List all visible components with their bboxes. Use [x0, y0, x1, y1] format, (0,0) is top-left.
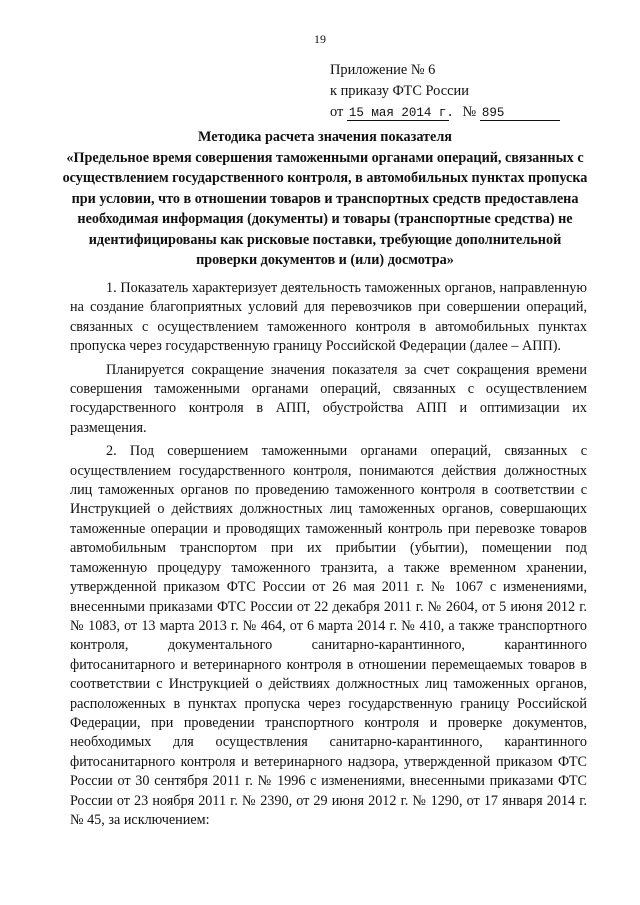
page-number: 19 [314, 32, 326, 46]
appendix-title: Приложение № 6 [330, 62, 436, 78]
methodology-title-line2: «Предельное время совершения таможенными органами операций, связанных с осуществлением государственного контроля, в автомобильных пунктах пропуска при условии, что в отношении товаров и транспортных средств предоставлена необходимая информация (документы) и товары (транспортные средства) не идентифицированы как рисковые поставки, требующие дополнительной проверки документов и (или) досмотра» [62, 149, 588, 268]
paragraph-1: 1. Показатель характеризует деятельность таможенных органов, направленную на создание благоприятных условий для перевозчиков при совершении операций, связанных с осуществлением таможенного контроля в автомобильных пунктах пропуска через государственную границу Российской Федерации (далее – АПП). [70, 280, 587, 355]
appendix-header [330, 60, 610, 123]
number-sign: № [462, 104, 477, 120]
methodology-title [60, 127, 590, 271]
order-date: 15 мая 2014 г. [348, 106, 454, 120]
paragraph-2: Планируется сокращение значения показателя за счет сокращения времени совершения таможенными органами операций, связанных с осуществлением государственного контроля в АПП, обустройства АПП и оптимизации их размещения. [70, 361, 587, 436]
order-number: 895 [480, 106, 560, 121]
paragraph-3: 2. Под совершением таможенными органами операций, связанных с осуществлением государственного контроля, понимаются действия должностных лиц таможенных органов по проведению таможенного контроля в соответствии с Инструкцией о действиях должностных лиц таможенных органов, совершающих таможенные операции и проводящих таможенный контроль при перевозке товаров автомобильным транспортом при их прибытии (убытии), помещении под таможенную процедуру таможенного транзита, а также временном хранении, утвержденной приказом ФТС России от 26 мая 2011 г. № 1067 с изменениями, внесенными приказами ФТС России от 22 декабря 2011 г. № 2604, от 5 июня 2012 г. № 1083, от 13 марта 2013 г. № 464, от 6 марта 2014 г. № 410, а также транспортного контроля, документального санитарно-карантинного, карантинного фитосанитарного и ветеринарного контроля в отношении перемещаемых товаров в соответствии с Инструкцией о действиях должностных лиц таможенных органов, расположенных в пунктах пропуска через государственную границу Российской Федерации, при проведении транспортного контроля и проверке документов, необходимых для осуществления санитарно-карантинного, карантинного фитосанитарного контроля и ветеринарного надзора, утвержденной приказом ФТС России от 30 сентября 2011 г. № 1996 с изменениями, внесенными приказами ФТС России от 23 ноября 2011 г. № 2390, от 29 июня 2012 г. № 1290, от 17 января 2014 г. № 45, за исключением: [70, 443, 587, 828]
appendix-date-line [330, 102, 610, 123]
document-body [70, 279, 587, 830]
methodology-title-line1: Методика расчета значения показателя [198, 129, 452, 145]
appendix-order: к приказу ФТС России [330, 83, 469, 99]
date-prefix: от [330, 104, 344, 120]
